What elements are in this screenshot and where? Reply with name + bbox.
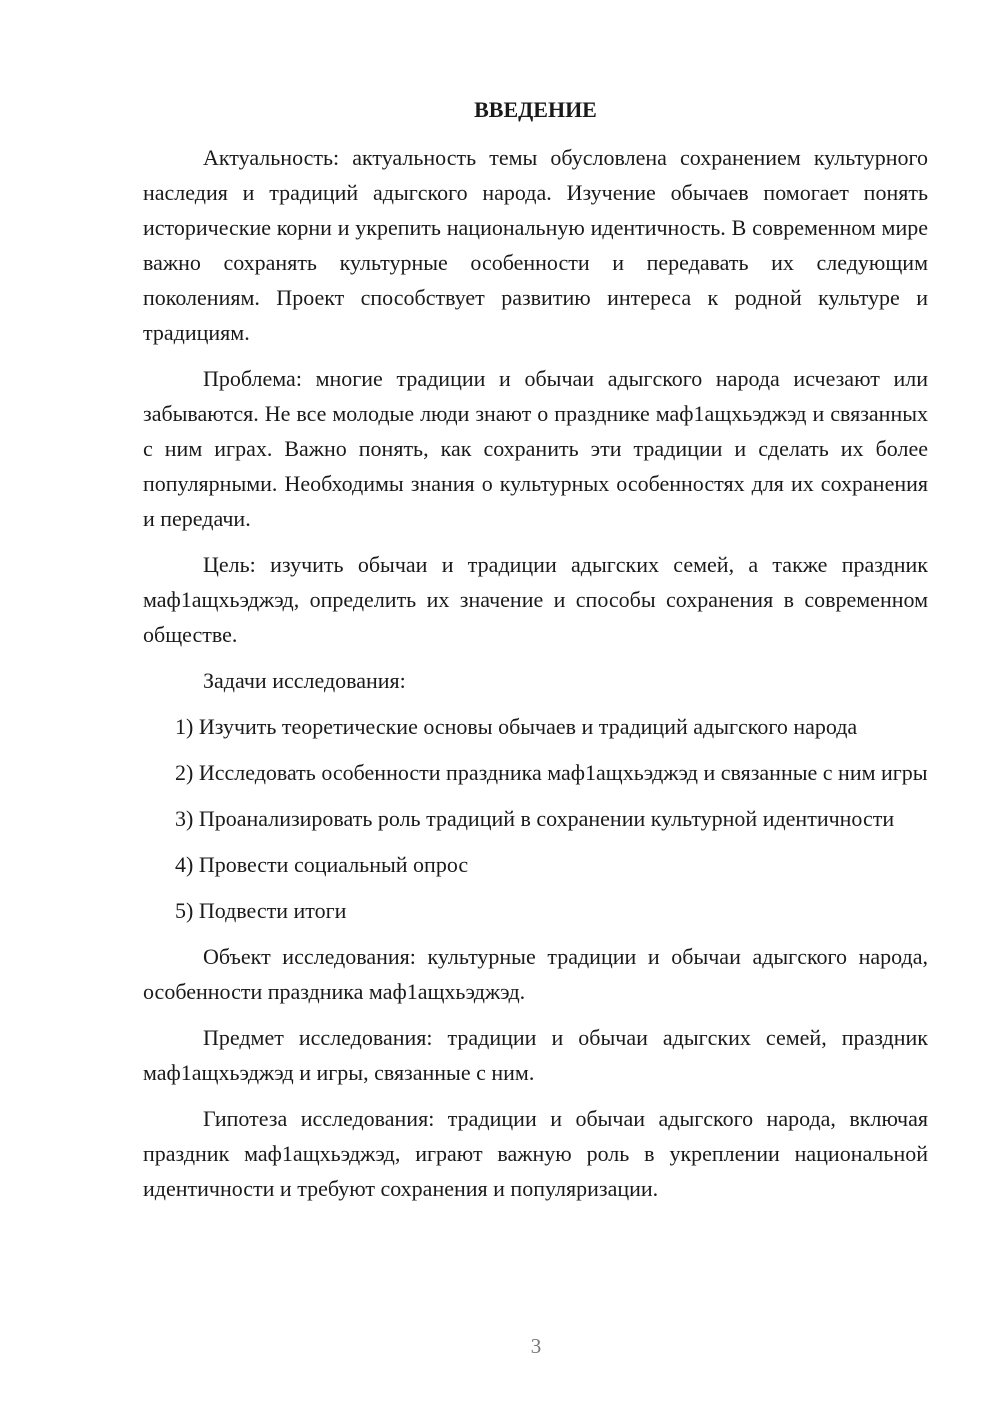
document-page (143, 94, 928, 1217)
task-item-3: 3) Проанализировать роль традиций в сохранении культурной идентичности (175, 806, 895, 831)
task-item-2: 2) Исследовать особенности праздника маф1ащхьэджэд и связанные с ним игры (175, 760, 928, 785)
task-item-5: 5) Подвести итоги (175, 898, 347, 923)
paragraph-problem: Проблема: многие традиции и обычаи адыгского народа исчезают или забываются. Не все молодые люди знают о празднике маф1ащхьэджэд и связанных с ним играх. Важно понять, как сохранить эти традиции и сделать их более популярными. Необходимы знания о культурных особенностях для их сохранения и передачи. (143, 366, 928, 531)
paragraph-hypothesis: Гипотеза исследования: традиции и обычаи адыгского народа, включая праздник маф1ащхьэджэд, играют важную роль в укреплении национальной идентичности и требуют сохранения и популяризации. (143, 1106, 928, 1201)
page-title: ВВЕДЕНИЕ (474, 97, 597, 122)
paragraph-object: Объект исследования: культурные традиции и обычаи адыгского народа, особенности праздника маф1ащхьэджэд. (143, 944, 928, 1004)
page-number: 3 (530, 1334, 542, 1358)
tasks-heading: Задачи исследования: (203, 668, 406, 693)
paragraph-relevance: Актуальность: актуальность темы обусловлена сохранением культурного наследия и традиций адыгского народа. Изучение обычаев помогает понять исторические корни и укрепить национальную идентичность. В современном мире важно сохранять культурные особенности и передавать их следующим поколениям. Проект способствует развитию интереса к родной культуре и традициям. (143, 145, 928, 345)
paragraph-subject: Предмет исследования: традиции и обычаи адыгских семей, праздник маф1ащхьэджэд и игры, связанные с ним. (143, 1025, 928, 1085)
task-item-1: 1) Изучить теоретические основы обычаев и традиций адыгского народа (175, 714, 858, 739)
task-item-4: 4) Провести социальный опрос (175, 852, 469, 877)
paragraph-goal: Цель: изучить обычаи и традиции адыгских семей, а также праздник маф1ащхьэджэд, определить их значение и способы сохранения в современном обществе. (143, 552, 928, 647)
